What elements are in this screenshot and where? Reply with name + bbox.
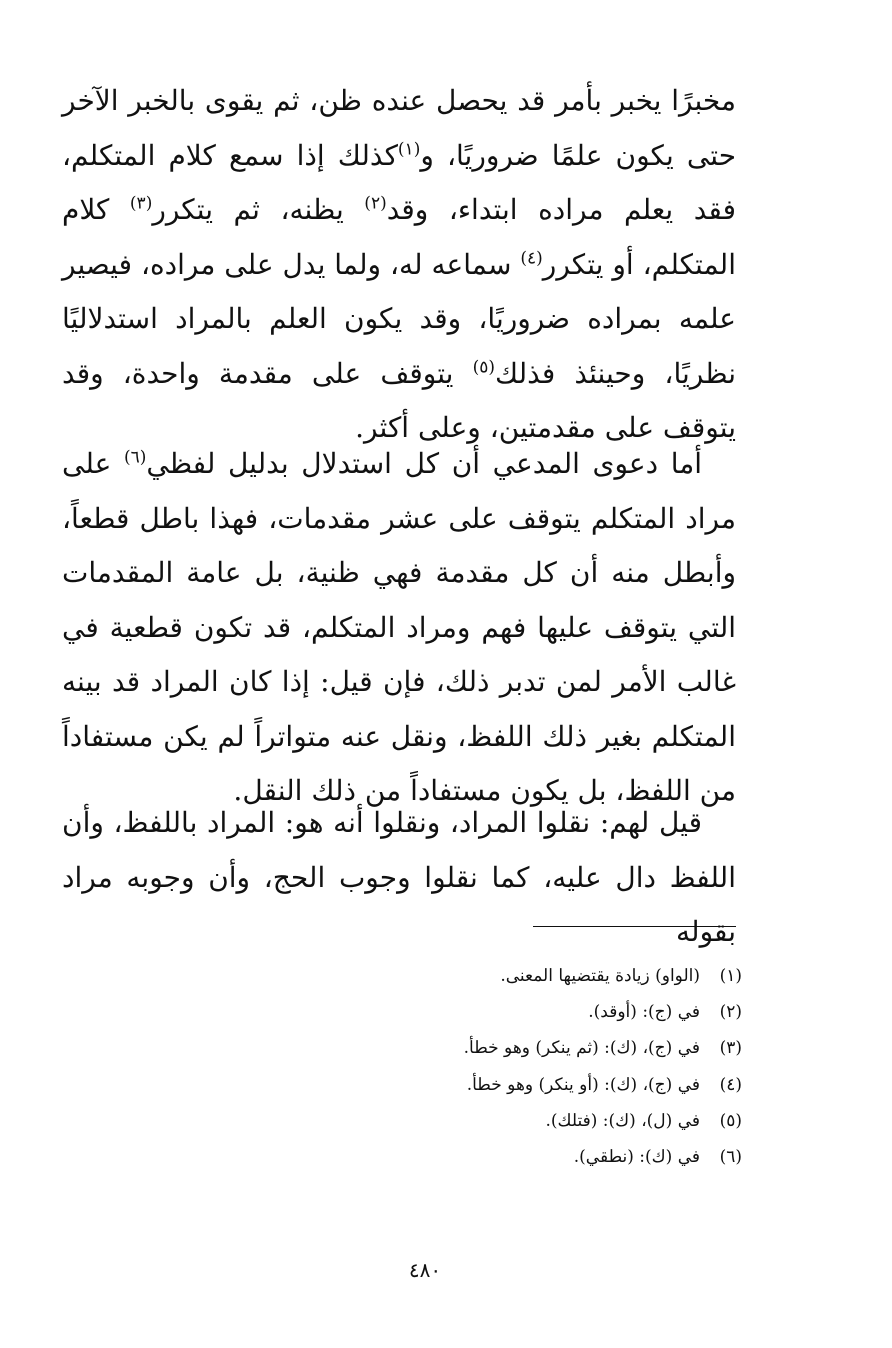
footnote-item xyxy=(300,958,742,994)
footnote-number: (١) xyxy=(719,966,742,986)
footnotes xyxy=(300,958,742,1175)
paragraph-1-text xyxy=(62,74,736,456)
paragraph-1-segment-4: كلام المتكلم، أو يتكرر xyxy=(62,193,736,281)
page-number: ٤٨٠ xyxy=(408,1258,442,1282)
footnote-number: (٥) xyxy=(719,1110,742,1131)
footnote-item xyxy=(300,1030,742,1066)
footnote-item xyxy=(300,1067,742,1103)
footnote-text: في (ل)، (ك): (فتلك). xyxy=(545,1110,700,1131)
paragraph-3 xyxy=(62,796,736,960)
paragraph-1-segment-5: سماعه له، ولما يدل على مراده، فيصير علمه بمراده ضروريًا، وقد يكون العلم بالمراد استدلاليًا نظريًا، وحينئذ فذلك xyxy=(62,247,736,390)
footnote-ref-5: (٥) xyxy=(472,357,496,378)
paragraph-1 xyxy=(62,74,736,456)
footnote-ref-1: (١) xyxy=(397,139,421,160)
footnote-item xyxy=(300,1139,742,1175)
paragraph-3-text xyxy=(62,796,736,960)
footnote-ref-2: (٢) xyxy=(364,193,387,214)
footnote-text: في (ج): (أوقد). xyxy=(588,1002,700,1023)
footnote-text: في (ك): (نطقي). xyxy=(573,1147,700,1168)
footnote-separator xyxy=(533,926,736,927)
paragraph-3-segment-1: قيل لهم: نقلوا المراد، ونقلوا أنه هو: المراد باللفظ، وأن اللفظ دال عليه، كما نقلوا وجوب الحج، وأن وجوبه مراد بقوله xyxy=(62,806,736,948)
footnote-ref-6: (٦) xyxy=(123,447,147,468)
footnote-ref-4: (٤) xyxy=(520,248,543,269)
footnote-number: (٣) xyxy=(719,1038,742,1059)
paragraph-2-segment-2: على مراد المتكلم يتوقف على عشر مقدمات، فهذا باطل قطعاً، وأبطل منه أن كل مقدمة فهي ظنية، بل عامة المقدمات التي يتوقف عليها فهم ومراد المتكلم، قد تكون قطعية في غالب الأمر لمن تدبر ذلك، فإن قيل: إذا كان المراد قد بينه المتكلم بغير ذلك اللفظ، ونقل عنه متواتراً لم يكن مستفاداً من اللفظ، بل يكون مستفاداً من ذلك النقل. xyxy=(62,447,736,807)
paragraph-2-text xyxy=(62,437,736,819)
footnote-item xyxy=(300,994,742,1030)
paragraph-1-segment-6: يتوقف على مقدمة واحدة، وقد يتوقف على مقدمتين، وعلى أكثر. xyxy=(62,356,736,444)
paragraph-1-segment-2: كذلك إذا سمع كلام المتكلم، فقد يعلم مراده ابتداء، وقد xyxy=(62,138,736,226)
paragraph-1-segment-3: يظنه، ثم يتكرر xyxy=(152,193,365,226)
footnote-ref-3: (٣) xyxy=(129,193,153,214)
footnote-number: (٤) xyxy=(719,1074,742,1095)
footnote-text: (الواو) زيادة يقتضيها المعنى. xyxy=(500,966,700,986)
footnote-text: في (ج)، (ك): (أو ينكر) وهو خطأ. xyxy=(466,1074,700,1095)
footnote-number: (٢) xyxy=(719,1002,742,1023)
paragraph-1-segment-1: مخبرًا يخبر بأمر قد يحصل عنده ظن، ثم يقوى بالخبر الآخر حتى يكون علمًا ضروريًا، و xyxy=(62,84,736,172)
footnote-text: في (ج)، (ك): (ثم ينكر) وهو خطأ. xyxy=(463,1038,700,1059)
footnote-item xyxy=(300,1103,742,1139)
paragraph-2 xyxy=(62,437,736,819)
paragraph-2-segment-1: أما دعوى المدعي أن كل استدلال بدليل لفظي xyxy=(146,447,702,480)
footnote-number: (٦) xyxy=(719,1147,742,1168)
